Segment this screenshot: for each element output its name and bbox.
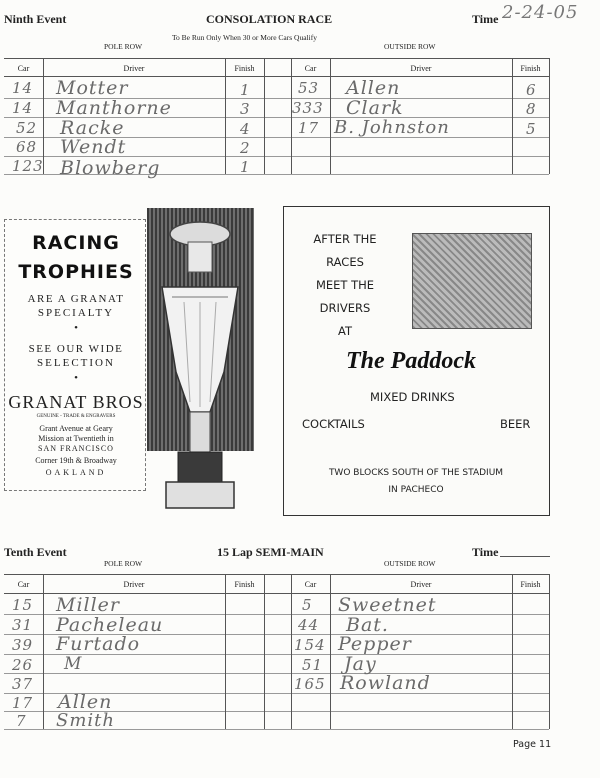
car-number: 14 — [12, 79, 34, 97]
paddock-photo — [412, 233, 532, 329]
ninth-col-finish: Finish — [234, 64, 255, 73]
car-number: 7 — [16, 712, 27, 730]
car-number: 17 — [298, 119, 320, 137]
car-number: 14 — [12, 99, 34, 117]
driver-name: Miller — [56, 594, 121, 616]
driver-name: Motter — [56, 77, 129, 99]
car-number: 53 — [298, 79, 320, 97]
paddock-cocktails: COCKTAILS — [302, 417, 365, 431]
tenth-col-finish-outside: Finish — [520, 580, 541, 589]
car-number: 37 — [12, 675, 34, 693]
trophies-line-2: SPECIALTY — [37, 307, 115, 319]
car-number: 123 — [12, 157, 44, 175]
driver-name: Furtado — [56, 633, 141, 655]
paddock-line-4: DRIVERS — [319, 301, 371, 315]
driver-name: Smith — [56, 710, 115, 731]
paddock-location-1: TWO BLOCKS SOUTH OF THE STADIUM — [328, 468, 504, 478]
paddock-line-3: MEET THE — [315, 278, 375, 292]
ninth-time-label: Time — [472, 12, 499, 26]
car-number: 5 — [302, 596, 313, 614]
driver-name: M — [64, 654, 83, 674]
trophy-cup-icon — [150, 212, 250, 512]
tenth-race-title: 15 Lap SEMI-MAIN — [217, 545, 324, 559]
page-number: Page 11 — [513, 739, 552, 750]
driver-name: Rowland — [340, 672, 431, 694]
driver-name: Bat. — [346, 614, 389, 636]
ninth-col-car-outside: Car — [304, 64, 317, 73]
trophies-address-5: OAKLAND — [45, 468, 107, 477]
paddock-name: The Paddock — [346, 348, 476, 374]
ninth-event-label: Ninth Event — [4, 12, 67, 26]
trophies-line-4: SELECTION — [37, 357, 115, 369]
tenth-col-finish: Finish — [234, 580, 255, 589]
driver-name: Jay — [344, 653, 377, 675]
driver-name: Pacheleau — [56, 614, 164, 636]
ninth-col-driver: Driver — [123, 64, 145, 73]
trophies-address-3: SAN FRANCISCO — [38, 444, 114, 453]
car-number: 165 — [294, 675, 326, 693]
paddock-line-5: AT — [338, 324, 352, 338]
tenth-pole-row-label: POLE ROW — [104, 559, 143, 568]
ninth-col-car: Car — [17, 64, 30, 73]
driver-name: Racke — [60, 117, 125, 139]
car-number: 68 — [16, 138, 38, 156]
finish-position: 1 — [240, 81, 251, 99]
trophies-address-2: Mission at Twentieth in — [38, 434, 114, 443]
car-number: 39 — [12, 636, 34, 654]
car-number: 333 — [292, 99, 324, 117]
ninth-time-value: 2-24-05 — [502, 2, 579, 23]
finish-position: 2 — [240, 139, 251, 157]
driver-name: Sweetnet — [338, 594, 437, 616]
granat-brand: GRANAT BROS — [8, 392, 144, 412]
car-number: 52 — [16, 119, 38, 137]
ninth-outside-row-label: OUTSIDE ROW — [384, 42, 436, 51]
driver-name: B. Johnston — [334, 117, 450, 138]
trophies-address-4: Corner 19th & Broadway — [35, 456, 117, 465]
paddock-line-1: AFTER THE — [313, 232, 377, 246]
tenth-time-label: Time — [472, 545, 499, 559]
ninth-col-driver-outside: Driver — [410, 64, 432, 73]
tenth-outside-row-label: OUTSIDE ROW — [384, 559, 436, 568]
car-number: 44 — [298, 616, 320, 634]
tenth-col-driver-outside: Driver — [410, 580, 432, 589]
paddock-location-2: IN PACHECO — [388, 485, 444, 495]
driver-name: Allen — [58, 691, 113, 713]
bullet-icon: • — [74, 322, 78, 334]
trophies-title-1: RACING — [32, 232, 120, 254]
trophies-address-1: Grant Avenue at Geary — [39, 424, 113, 433]
tenth-col-car-outside: Car — [304, 580, 317, 589]
ninth-pole-row-label: POLE ROW — [104, 42, 143, 51]
driver-name: Wendt — [60, 136, 127, 158]
finish-position: 5 — [526, 120, 537, 138]
tenth-event-label: Tenth Event — [4, 545, 67, 559]
trophies-line-1: ARE A GRANAT — [27, 293, 125, 305]
tenth-col-car: Car — [17, 580, 30, 589]
ninth-subtitle: To Be Run Only When 30 or More Cars Qualify — [172, 33, 317, 42]
ninth-col-finish-outside: Finish — [520, 64, 541, 73]
driver-name: Clark — [346, 97, 404, 119]
paddock-beer: BEER — [500, 417, 531, 431]
driver-name: Allen — [346, 77, 401, 99]
ninth-race-title: CONSOLATION RACE — [206, 12, 333, 26]
driver-name: Blowberg — [60, 157, 161, 179]
finish-position: 4 — [240, 120, 251, 138]
paddock-line-2: RACES — [326, 255, 364, 269]
finish-position: 8 — [526, 100, 537, 118]
finish-position: 3 — [240, 100, 251, 118]
trophies-title-2: TROPHIES — [18, 261, 134, 283]
driver-name: Manthorne — [56, 97, 172, 119]
finish-position: 6 — [526, 81, 537, 99]
trophies-line-3: SEE OUR WIDE — [28, 343, 124, 355]
car-number: 17 — [12, 694, 34, 712]
finish-position: 1 — [240, 158, 251, 176]
tenth-col-driver: Driver — [123, 580, 145, 589]
bullet-icon: • — [74, 372, 78, 384]
car-number: 26 — [12, 656, 34, 674]
granat-brand-sub: GENUINE - TRADE & ENGRAVERS — [36, 414, 116, 419]
car-number: 154 — [294, 636, 326, 654]
car-number: 15 — [12, 596, 34, 614]
driver-name: Pepper — [338, 633, 412, 655]
car-number: 31 — [12, 616, 34, 634]
car-number: 51 — [302, 656, 324, 674]
paddock-mixed-drinks: MIXED DRINKS — [370, 390, 455, 404]
